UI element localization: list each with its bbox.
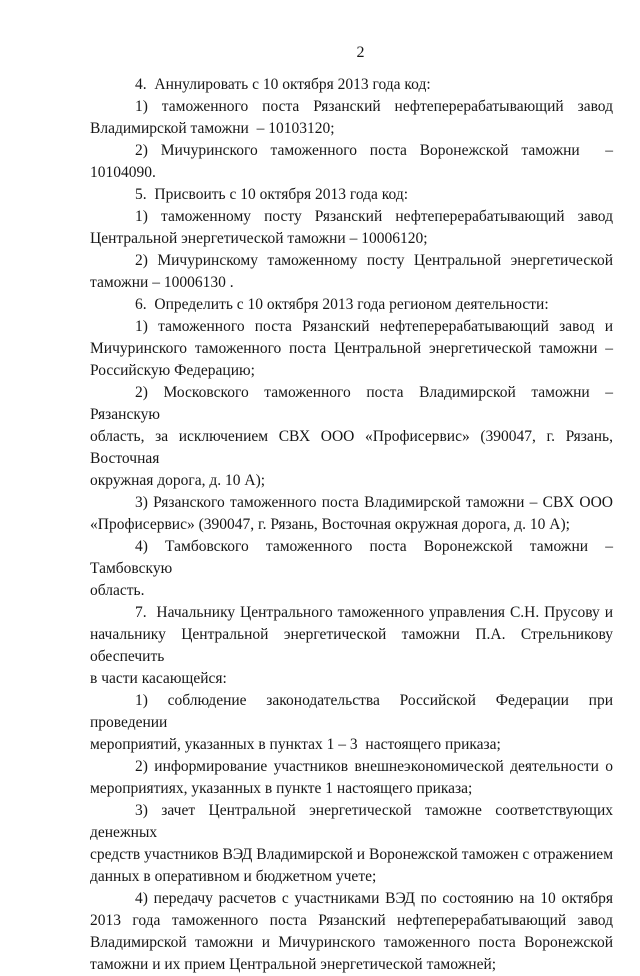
text-line: таможни – 10006130 . [90, 274, 234, 291]
text-line: Российскую Федерацию; [90, 362, 255, 379]
paragraph-subitem-6-1 [90, 316, 613, 382]
text-line: Мичуринского таможенного поста Центральной энергетической таможни – [90, 340, 613, 357]
text-line: 5. Присвоить с 10 октября 2013 года код: [135, 186, 409, 203]
paragraph-subitem-5-1 [90, 206, 613, 250]
paragraph-item-4 [90, 74, 613, 96]
text-line: 7. Начальнику Центрального таможенного управления С.Н. Прусову и [135, 604, 613, 621]
paragraph-subitem-4-2 [90, 140, 613, 184]
text-line: 1) таможенному посту Рязанский нефтеперерабатывающий завод [135, 208, 613, 225]
paragraph-item-5 [90, 184, 613, 206]
text-line: средств участников ВЭД Владимирской и Воронежской таможен с отражением [90, 846, 613, 863]
text-line: 2) Московского таможенного поста Владимирской таможни – Рязанскую [90, 384, 613, 423]
text-line: Владимирской таможни и Мичуринского таможенного поста Воронежской [90, 934, 613, 951]
text-line: 2) Мичуринскому таможенному посту Центральной энергетической [135, 252, 613, 269]
paragraph-item-6 [90, 294, 613, 316]
text-line: 6. Определить с 10 октября 2013 года регионом деятельности: [135, 296, 549, 313]
text-line: область, за исключением СВХ ООО «Профисервис» (390047, г. Рязань, Восточная [90, 428, 613, 467]
paragraph-subitem-7-3 [90, 800, 613, 888]
paragraph-subitem-6-4 [90, 536, 613, 602]
paragraph-item-7 [90, 602, 613, 690]
text-line: таможни и их прием Центральной энергетической таможней; [90, 956, 497, 973]
text-line: 2) информирование участников внешнеэкономической деятельности о [135, 758, 613, 775]
text-line: мероприятий, указанных в пунктах 1 – 3 настоящего приказа; [90, 736, 501, 753]
paragraph-subitem-7-2 [90, 756, 613, 800]
paragraph-subitem-6-2 [90, 382, 613, 492]
text-line: 1) таможенного поста Рязанский нефтеперерабатывающий завод и [135, 318, 613, 335]
text-line: 1) таможенного поста Рязанский нефтеперерабатывающий завод [135, 98, 613, 115]
paragraph-subitem-7-4 [90, 888, 613, 976]
text-line: мероприятиях, указанных в пункте 1 настоящего приказа; [90, 780, 473, 797]
text-line: «Профисервис» (390047, г. Рязань, Восточная окружная дорога, д. 10 А); [90, 516, 570, 533]
text-line: 3) зачет Центральной энергетической таможне соответствующих денежных [90, 802, 613, 841]
text-line: начальнику Центральной энергетической таможни П.А. Стрельникову обеспечить [90, 626, 613, 665]
paragraph-subitem-6-3 [90, 492, 613, 536]
text-line: данных в оперативном и бюджетном учете; [90, 868, 377, 885]
text-line: 3) Рязанского таможенного поста Владимирской таможни – СВХ ООО [135, 494, 613, 511]
document-body [90, 74, 613, 976]
text-line: 4. Аннулировать с 10 октября 2013 года код: [135, 76, 431, 93]
paragraph-subitem-5-2 [90, 250, 613, 294]
paragraph-subitem-7-1 [90, 690, 613, 756]
paragraph-subitem-4-1 [90, 96, 613, 140]
text-line: Владимирской таможни – 10103120; [90, 120, 335, 137]
text-line: 2013 года таможенного поста Рязанский нефтеперерабатывающий завод [90, 912, 613, 929]
text-line: в части касающейся: [90, 670, 227, 687]
text-line: 4) Тамбовского таможенного поста Воронежской таможни – Тамбовскую [90, 538, 613, 577]
text-line: Центральной энергетической таможни – 10006120; [90, 230, 428, 247]
text-line: область. [90, 582, 145, 599]
text-line: окружная дорога, д. 10 А); [90, 472, 266, 489]
page-number: 2 [356, 44, 365, 61]
text-line: 2) Мичуринского таможенного поста Воронежской таможни – 10104090. [90, 142, 613, 181]
text-line: 1) соблюдение законодательства Российской Федерации при проведении [90, 692, 613, 731]
text-line: 4) передачу расчетов с участниками ВЭД по состоянию на 10 октября [135, 890, 613, 907]
